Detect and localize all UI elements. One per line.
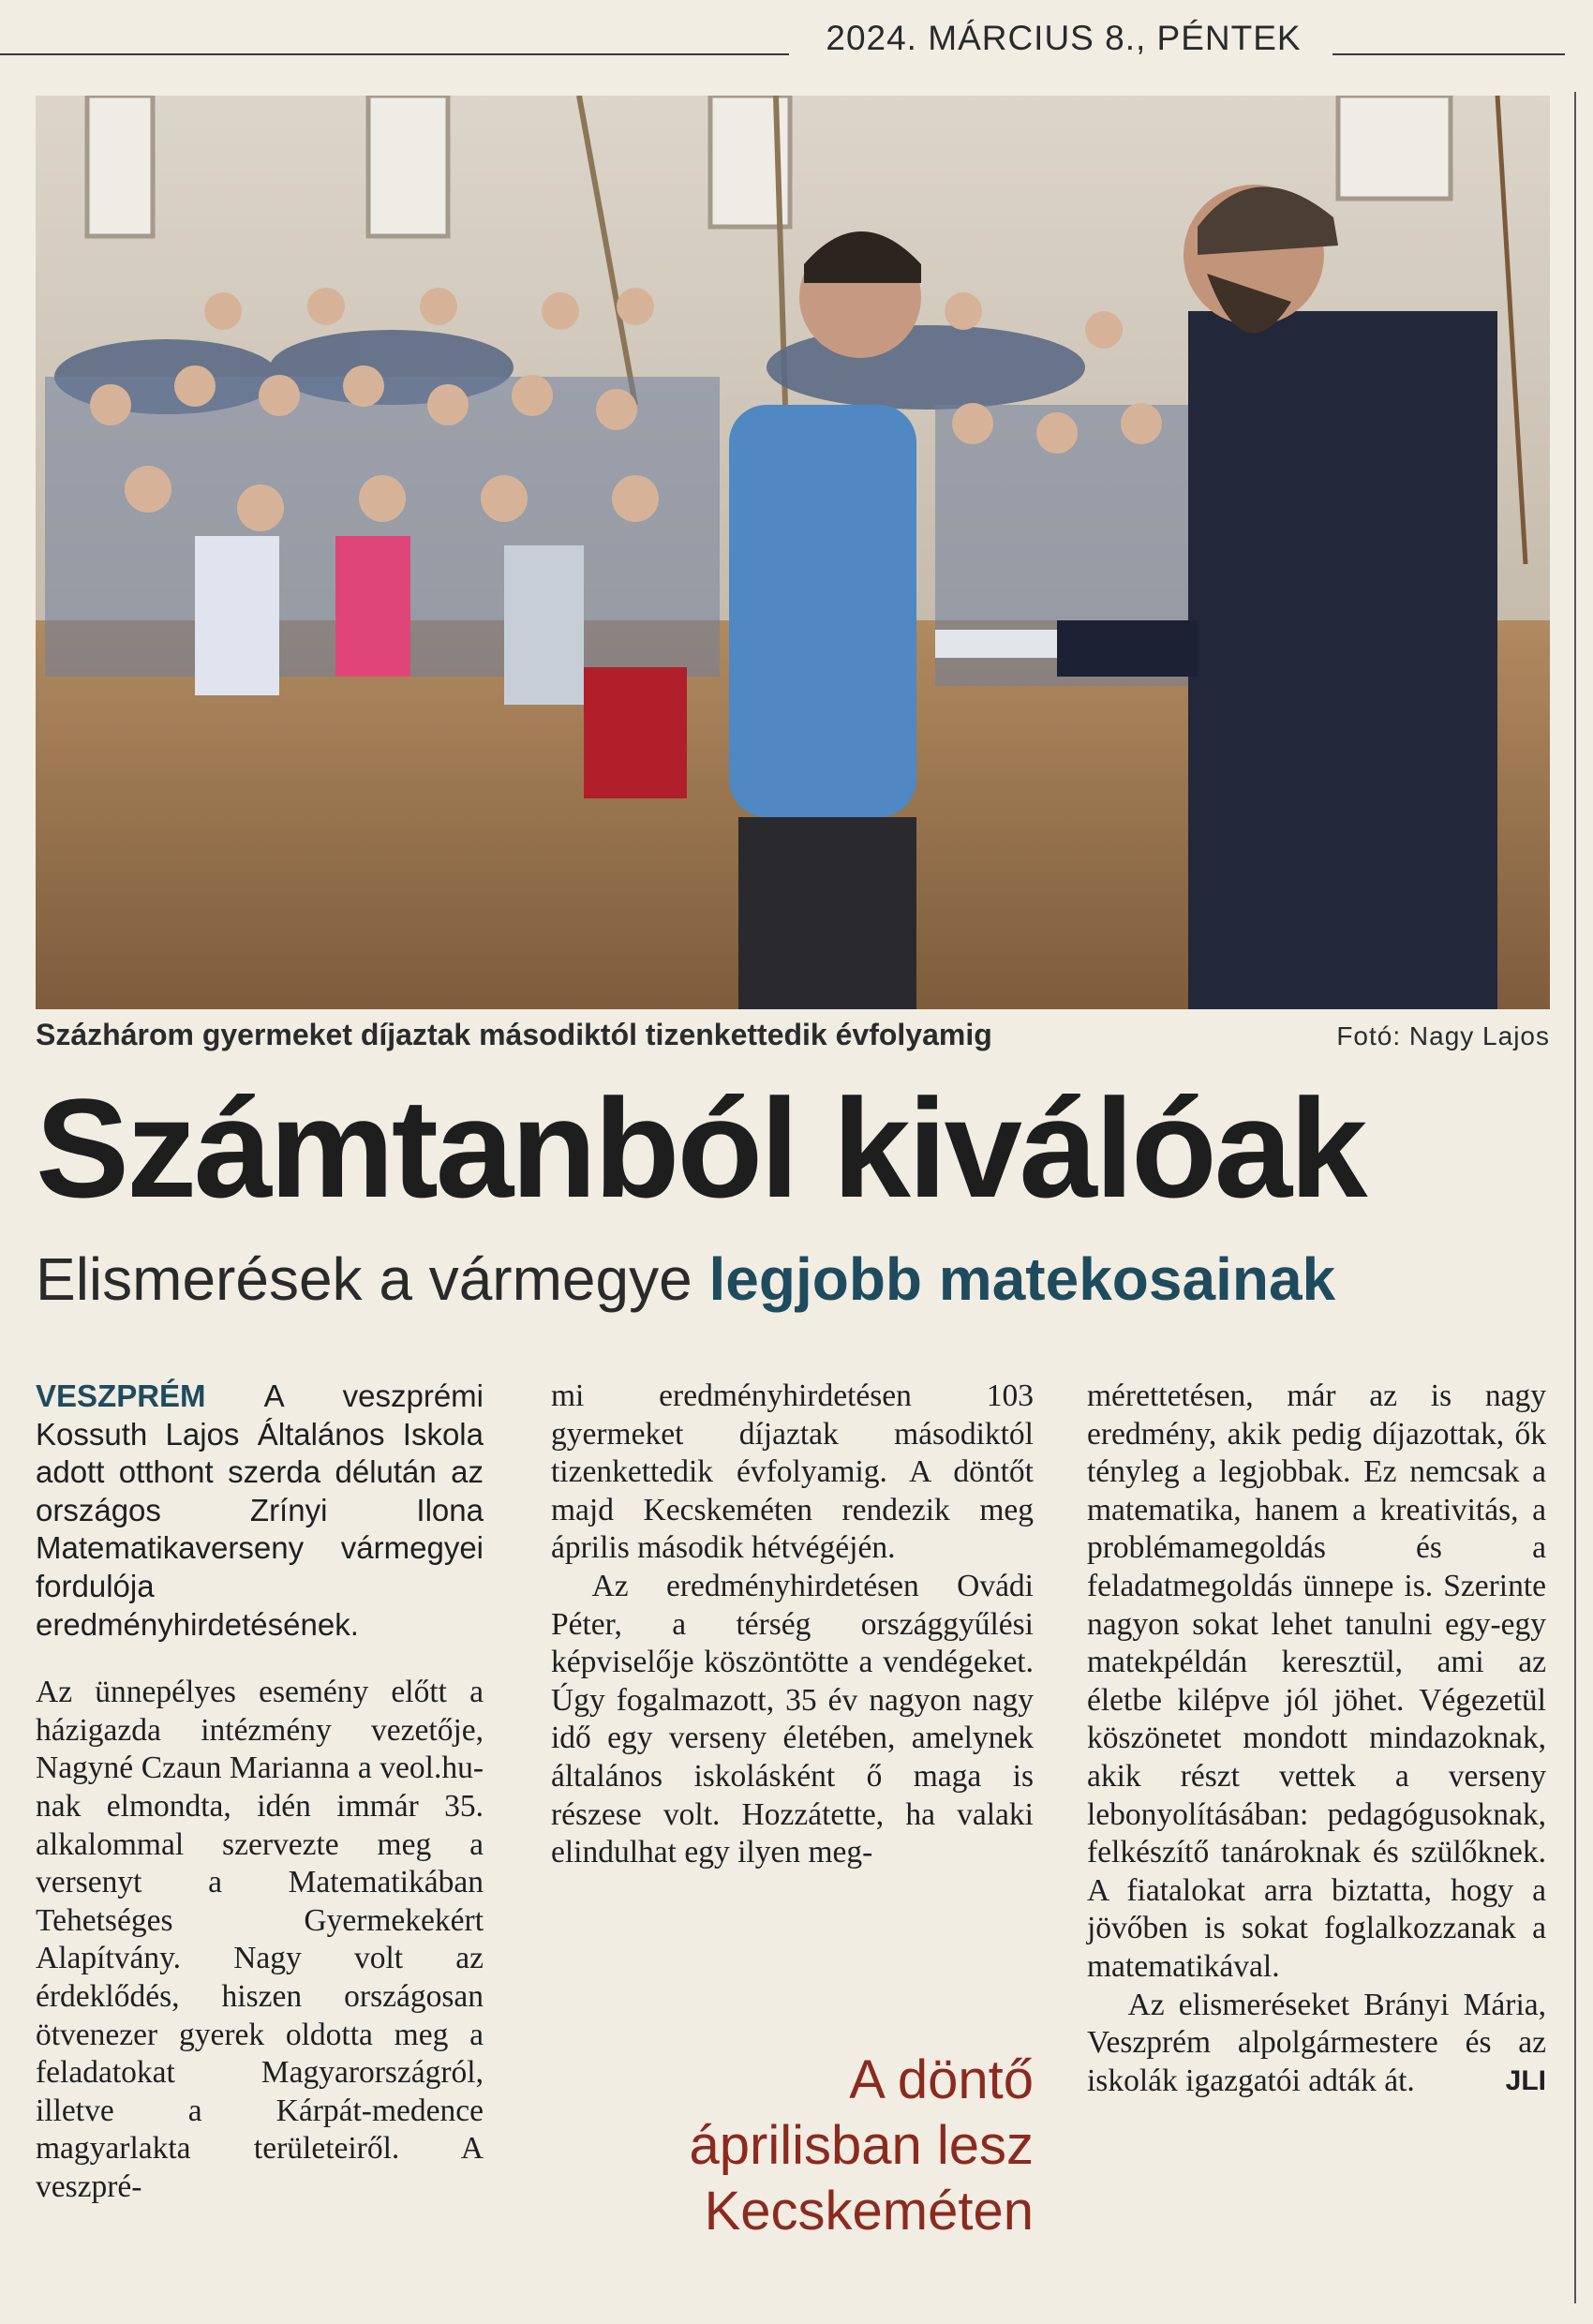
dateline-place: VESZPRÉM [36,1378,206,1413]
paragraph: Az eredményhirdetésen Ovádi Péter, a térség országgyűlési képviselője köszöntötte a vendégeket. Úgy fogalmazott, 35 év nagyon nagy idő egy verseny életében, amelynek általános iskolásként ő maga is részese volt. Hozzátette, ha valaki elindulhat egy ilyen meg- [551,1568,1034,1870]
header-rule-right [1332,53,1565,55]
subhead-accent: legjobb matekosainak [708,1245,1336,1313]
paragraph: mi eredményhirdetésen 103 gyermeket díjaztak másodiktól tizenkettedik évfolyamig. A döntőt majd Kecskeméten rendezik meg április második hétvégéjén. [551,1378,1034,1566]
pull-quote [551,2048,1034,2244]
page-edge-rule [1574,92,1576,2303]
photo-caption: Százhárom gyermeket díjaztak másodiktól tizenkettedik évfolyamig [36,1018,992,1051]
issue-date: 2024. MÁRCIUS 8., PÉNTEK [826,19,1302,57]
dateline [0,0,1593,75]
photo-caption-bar [36,1018,1550,1065]
author-signature: JLI [1505,2064,1546,2096]
article-column-1 [36,1378,484,2206]
paragraph: Az ünnepélyes esemény előtt a házigazda intézmény vezetője, Nagyné Czaun Marianna a veol.hu-nak elmondta, idén immár 35. alkalommal szervezte meg a versenyt a Matematikában Tehetséges Gyermekekért Alapítvány. Nagy volt az érdeklődés, hiszen országosan ötvenezer gyerek oldotta meg a feladatokat Magyarországról, illetve a Kárpát-medence magyarlakta területeiről. A veszpré- [36,1675,484,2204]
article-lead [36,1378,484,1644]
pull-quote-line: A döntő [849,2049,1034,2110]
paragraph [1087,1987,1546,2101]
article-column-2 [551,1378,1034,1872]
article-photo [36,96,1550,1009]
article-headline: Számtanból kiválóak [36,1069,1365,1227]
header-rule-left [0,53,789,55]
lead-text: A veszprémi Kossuth Lajos Általános Iskola adott otthont szerda délután az országos Zrínyi Ilona Matematikaverseny vármegyei fordulója eredményhirdetésének. [36,1378,484,1642]
closing-text: Az elismeréseket Brányi Mária, Veszprém alpolgármestere és az iskolák igazgatói adták át. [1087,1987,1546,2098]
pull-quote-line: Kecskeméten [704,2181,1034,2242]
subhead-plain: Elismerések a vármegye [36,1245,709,1313]
pull-quote-line: áprilisban lesz [689,2115,1034,2176]
article-subheadline [36,1242,1554,1317]
photo-credit: Fotó: Nagy Lajos [1336,1021,1550,1050]
award-ceremony-illustration [36,96,1550,1009]
paragraph: mérettetésen, már az is nagy eredmény, akik pedig díjazottak, ők tényleg a legjobbak. Ez nemcsak a matematika, hanem a kreativitás, a problémamegoldás és a feladatmegoldás ünnepe is. Szerinte nagyon sokat lehet tanulni egy-egy matekpéldán keresztül, ami az életbe kilépve jól jöhet. Végezetül köszönetet mondott mindazoknak, akik részt vettek a verseny lebonyolításában: pedagógusoknak, felkészítő tanároknak és szülőknek. A fiatalokat arra biztatta, hogy a jövőben is sokat foglalkozzanak a matematikával. [1087,1378,1546,1984]
article-column-3 [1087,1378,1546,2100]
